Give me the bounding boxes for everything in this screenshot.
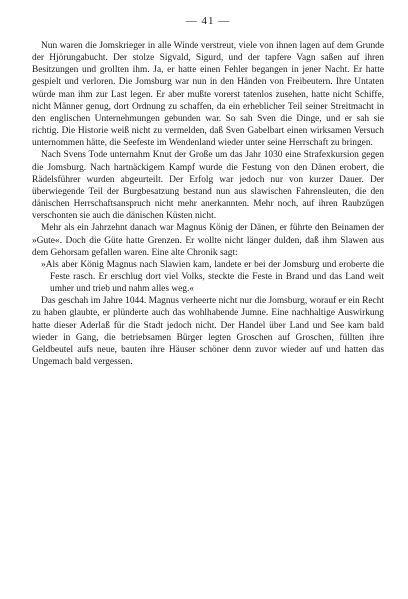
book-page [32, 14, 384, 589]
paragraph-4: Das geschah im Jahre 1044. Magnus verheerte nicht nur die Jomsburg, worauf er ein Recht zu haben glaubte, er plünderte auch das wohlhabende Jumne. Eine nachhaltige Auswirkung hatte dieser Aderlaß für die Stadt jedoch nicht. Der Handel über Land und See kam bald wieder in Gang, die betriebsamen Bürger legten Groschen auf Groschen, füllten ihre Geldbeutel aufs neue, bauten ihre Häuser schöner denn zuvor wieder auf und hatten das Ungemach bald vergessen. [32, 296, 384, 368]
body-text [32, 40, 384, 368]
paragraph-2: Nach Svens Tode unternahm Knut der Große um das Jahr 1030 eine Strafexkursion gegen die Jomsburg. Nach hartnäckigem Kampf wurde die Festung von den Dänen erobert, die Rädelsführer wurden abgeurteilt. Der Erfolg war jedoch nur von kurzer Dauer. Der überwiegende Teil der Burgbesatzung bestand nun aus slawischen Fahrensleuten, die den dänischen Herrschaftsanspruch nicht mehr anerkannten. Mehr noch, auf ihren Raubzügen verschonten sie auch die dänischen Küsten nicht. [32, 150, 384, 222]
chronicle-quote: »Als aber König Magnus nach Slawien kam, landete er bei der Jomsburg und eroberte die Feste rasch. Er erschlug dort viel Volks, steckte die Feste in Brand und das Land weit umher und trieb und nahm alles weg.« [41, 259, 384, 295]
paragraph-1: Nun waren die Jomskrieger in alle Winde verstreut, viele von ihnen lagen auf dem Grunde der Hjörungabucht. Der stolze Sigvald, Sigurd, und der tapfere Vagn saßen auf ihren Besitzungen und grollten ihm. Ja, er hatte einen Fehler begangen in jener Nacht. Er hatte gespielt und verloren. Die Jomsburg war nun in den Händen von Freibeutern. Ihre Untaten würde man ihm zur Last legen. Er aber mußte vorerst tatenlos zusehen, hatte nicht Schiffe, nicht Männer genug, dort Ordnung zu schaffen, da ein erheblicher Teil seiner Streitmacht in den englischen Unternehmungen gebunden war. So sah Sven die Dinge, und er sah sie richtig. Die Historie weiß nicht zu vermelden, daß Sven Gabelbart einen wirksamen Versuch unternommen hätte, die Seefeste im Wendenland wieder unter seine Herrschaft zu bringen. [32, 41, 384, 149]
page-number: — 41 — [185, 15, 231, 27]
paragraph-3: Mehr als ein Jahrzehnt danach war Magnus König der Dänen, er führte den Beinamen der »Gute«. Doch die Güte hatte Grenzen. Er wollte nicht länger dulden, daß ihm Slawen aus dem Gehorsam gefallen waren. Eine alte Chronik sagt: [32, 223, 384, 258]
